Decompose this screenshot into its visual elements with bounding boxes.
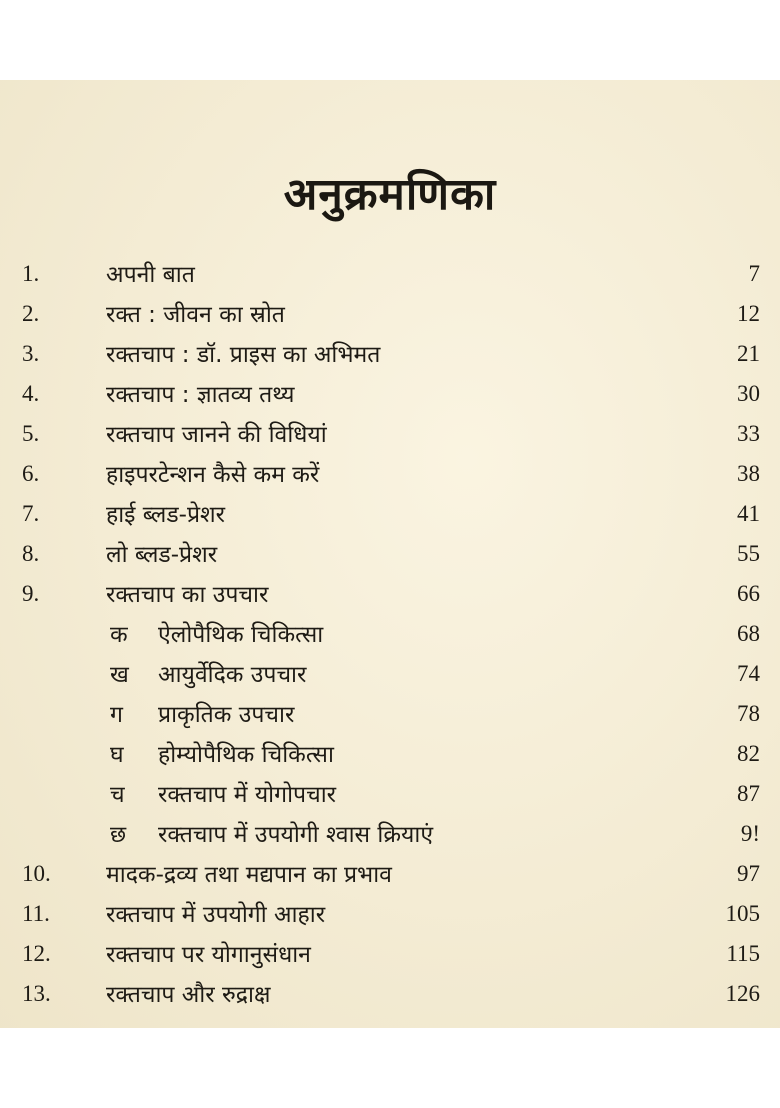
entry-title: अपनी बात [106, 262, 195, 288]
sub-entry-letter: छ [110, 822, 127, 848]
toc-sub-entry [0, 617, 780, 655]
entry-number: 9. [22, 581, 40, 606]
toc-entry [0, 337, 780, 375]
book-page [0, 80, 780, 1028]
entry-page: 7 [748, 261, 760, 286]
entry-number: 2. [22, 301, 40, 326]
entry-title: हाई ब्लड-प्रेशर [106, 502, 226, 528]
entry-title: रक्तचाप : डॉ. प्राइस का अभिमत [106, 342, 381, 368]
entry-title: मादक-द्रव्य तथा मद्यपान का प्रभाव [106, 862, 392, 888]
entry-number: 13. [22, 981, 51, 1006]
entry-number: 5. [22, 421, 40, 446]
sub-entry-page: 9! [740, 821, 760, 846]
sub-entry-letter: क [110, 622, 128, 648]
toc-sub-entry [0, 777, 780, 815]
entry-title: रक्तचाप जानने की विधियां [106, 422, 327, 448]
toc-entry [0, 937, 780, 975]
entry-number: 6. [22, 461, 40, 486]
sub-entry-page: 74 [737, 661, 760, 686]
sub-entry-page: 68 [737, 621, 760, 646]
entry-title: रक्त : जीवन का स्रोत [106, 302, 285, 328]
toc-entry [0, 897, 780, 935]
sub-entry-title: आयुर्वेदिक उपचार [158, 662, 307, 688]
entry-number: 11. [22, 901, 50, 926]
entry-title: रक्तचाप में उपयोगी आहार [106, 902, 326, 928]
sub-entry-title: रक्तचाप में उपयोगी श्वास क्रियाएं [158, 822, 434, 848]
entry-title: रक्तचाप और रुद्राक्ष [106, 982, 271, 1008]
entry-number: 3. [22, 341, 40, 366]
entry-page: 21 [737, 341, 760, 366]
toc-entry [0, 537, 780, 575]
toc-sub-entry [0, 657, 780, 695]
toc-entry [0, 977, 780, 1015]
entry-number: 7. [22, 501, 40, 526]
entry-title: हाइपरटेन्शन कैसे कम करें [106, 462, 320, 488]
sub-entry-letter: ग [110, 702, 123, 728]
entry-page: 126 [725, 981, 760, 1006]
toc-entry [0, 857, 780, 895]
sub-entry-title: ऐलोपैथिक चिकित्सा [158, 622, 324, 648]
toc-entry [0, 297, 780, 335]
entry-number: 4. [22, 381, 40, 406]
entry-page: 30 [737, 381, 760, 406]
toc-sub-entry [0, 697, 780, 735]
entry-page: 97 [737, 861, 760, 886]
toc-entry [0, 257, 780, 295]
sub-entry-title: होम्योपैथिक चिकित्सा [158, 742, 334, 768]
sub-entry-title: रक्तचाप में योगोपचार [158, 782, 337, 808]
entry-page: 41 [737, 501, 760, 526]
toc-entry [0, 377, 780, 415]
sub-entry-page: 87 [737, 781, 760, 806]
entry-page: 33 [737, 421, 760, 446]
sub-entry-page: 78 [737, 701, 760, 726]
entry-number: 1. [22, 261, 40, 286]
entry-title: लो ब्लड-प्रेशर [106, 542, 218, 568]
toc-sub-entry [0, 817, 780, 855]
sub-entry-letter: च [110, 782, 125, 808]
toc-sub-entry [0, 737, 780, 775]
entry-title: रक्तचाप का उपचार [106, 582, 269, 608]
toc-entry [0, 457, 780, 495]
entry-page: 105 [725, 901, 760, 926]
sub-entry-letter: घ [110, 742, 124, 768]
page-title: अनुक्रमणिका [283, 169, 497, 220]
sub-entry-title: प्राकृतिक उपचार [158, 702, 295, 728]
entry-title: रक्तचाप : ज्ञातव्य तथ्य [106, 382, 295, 408]
entry-page: 55 [737, 541, 760, 566]
entry-page: 66 [737, 581, 760, 606]
toc-entry [0, 497, 780, 535]
toc-entry [0, 417, 780, 455]
entry-page: 115 [726, 941, 760, 966]
entry-title: रक्तचाप पर योगानुसंधान [106, 942, 311, 968]
entry-number: 8. [22, 541, 40, 566]
entry-page: 12 [737, 301, 760, 326]
entry-number: 12. [22, 941, 51, 966]
toc-entry [0, 577, 780, 615]
sub-entry-page: 82 [737, 741, 760, 766]
entry-page: 38 [737, 461, 760, 486]
sub-entry-letter: ख [110, 662, 129, 688]
entry-number: 10. [22, 861, 51, 886]
